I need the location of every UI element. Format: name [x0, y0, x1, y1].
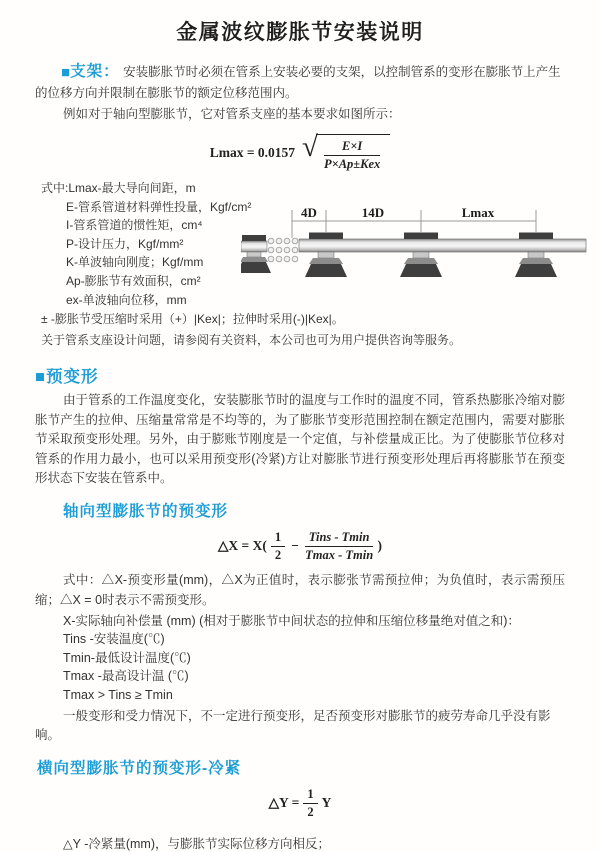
anchor-support-icon: [241, 235, 271, 273]
example-note: 例如对于轴向型膨胀节，它对管系支座的基本要求如图所示：: [63, 107, 401, 121]
bellows-icon: [268, 238, 298, 262]
fraction-numerator: E×I: [324, 139, 380, 156]
section-square-icon: ■: [61, 64, 71, 81]
fraction-half: $\frac{1}{2}$: [271, 530, 285, 563]
fraction-denominator: P×Ap±Kex: [323, 157, 381, 171]
pipe-support-diagram: [241, 205, 591, 295]
formula-rhs: Y: [321, 795, 332, 811]
variable-line: I-管系管道的惯性矩，cm⁴: [66, 218, 203, 233]
variable-line: Ap-膨胀节有效面积，cm²: [66, 273, 201, 288]
consulting-note: 关于管系支座设计问题，请参阅有关资料，本公司也可为用户提供咨询等服务。: [41, 332, 462, 347]
variable-line: ± -膨胀节受压缩时采用（+）|Kex|；拉伸时采用(-)|Kex|。: [41, 312, 344, 327]
variable-line: K-单波轴向刚度；Kgf/mm: [66, 255, 204, 270]
formula-lhs: △Y =: [268, 795, 300, 811]
predeform-section-heading: [35, 363, 565, 387]
support-paragraph: [35, 61, 565, 104]
formula-rhs: ): [377, 538, 382, 554]
lateral-subsection-heading: 横向型膨胀节的预变形-冷紧: [37, 759, 242, 777]
cold-tightening-note: △Y -冷紧量(mm)，与膨胀节实际位移方向相反；: [63, 836, 331, 851]
lmax-formula: [35, 131, 565, 172]
page-title: 金属波纹膨胀节安装说明: [176, 21, 424, 44]
dim-label-lmax: Lmax: [461, 205, 495, 220]
definition-line: Tins -安装温度(℃): [63, 632, 165, 647]
predeform-heading-label: 预变形: [45, 368, 99, 387]
definition-line: X-实际轴向补偿量 (mm) (相对于膨胀节中间状态的拉伸和压缩位移量绝对值之和)：: [63, 613, 520, 628]
formula-lhs: Lmax = 0.0157: [209, 145, 296, 160]
variable-line: 式中:Lmax-最大导向间距，m: [41, 181, 196, 195]
axial-formula: [35, 530, 565, 563]
main-pipe: [299, 239, 586, 252]
support-section-heading: 支架：: [70, 63, 120, 80]
definition-line: Tmin-最低设计温度(℃): [63, 650, 191, 665]
predeform-body: 由于管系的工作温度变化，安装膨胀节时的温度与工作时的温度不同，管系热膨胀冷缩对膨胀节产生的拉伸、压缩量常常是不均等的，为了膨胀节变形范围控制在额定范围内，需要对膨胀节采取预变形处理。另外，由于膨账节刚度是一个定值，与补偿量成正比。为了使膨胀节位移对管系的作用力最小，也可以采用预变形(冷紧)方让对膨胀节进行预变形处理后再将膨胀节在预变形状态下安装在管系中。: [35, 393, 565, 486]
definition-line: Tmax -最高设计温 (℃): [63, 669, 189, 684]
dim-label-14d: 14D: [361, 205, 385, 220]
formula-lhs: △X = X(: [218, 538, 267, 554]
predeform-note: 一般变形和受力情况下，不一定进行预变形，足否预变形对膨胀节的疲劳寿命几乎没有影响。: [35, 708, 551, 742]
variables-block: [35, 179, 565, 350]
square-root: [302, 131, 390, 172]
formula-fraction: [324, 139, 380, 172]
radicand: [316, 134, 390, 172]
radical-sign-icon: √: [302, 131, 318, 163]
support-intro-text: 安装膨胀节时必须在管系上安装必要的支架，以控制管系的变形在膨胀节上产生的位移方向并限制在膨胀节的额定位移范围内。: [35, 65, 561, 100]
axial-explain: 式中：△X-预变形量(mm)，△X为正值时，表示膨张节需预拉伸；为负值时，表示需预压缩；△X = 0时表示不需预变形。: [35, 572, 565, 607]
fraction-half: $\frac{1}{2}$: [303, 787, 317, 820]
section-square-icon: ■: [35, 368, 46, 387]
variable-line: P-设计压力，Kgf/mm²: [66, 236, 184, 251]
axial-subsection-heading: 轴向型膨胀节的预变形: [63, 502, 229, 520]
variable-line: ex-单波轴向位移，mm: [66, 292, 187, 307]
fraction-temperature: $\frac{\text{Tins - Tmin}}{Tmax - Tmin}$: [305, 529, 374, 562]
temperature-relation: Tmax > Tins ≥ Tmin: [63, 688, 173, 703]
variable-line: E-管系管道材料弹性投量，Kgf/cm²: [66, 199, 252, 214]
lateral-formula: [35, 787, 565, 820]
minus-operator: −: [291, 538, 299, 554]
dim-label-4d: 4D: [301, 205, 317, 220]
pipe-stub: [241, 241, 267, 252]
